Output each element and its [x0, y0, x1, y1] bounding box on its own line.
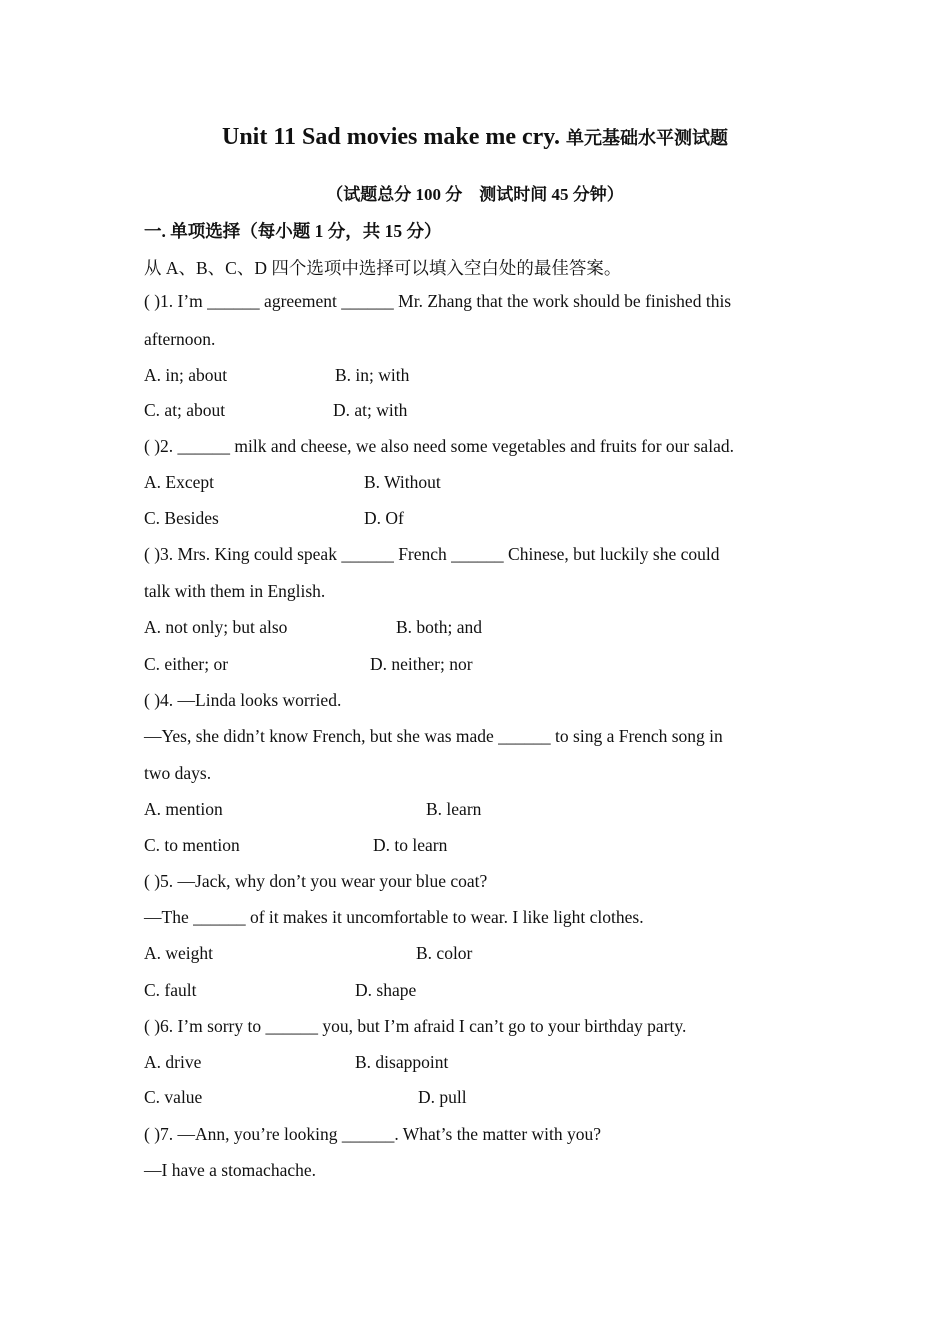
title-chinese: 单元基础水平测试题: [565, 128, 728, 148]
question-5-option-c: C. fault: [144, 980, 197, 1000]
question-7-stem: ( )7. —Ann, you’re looking ______. What’s the matter with you?: [144, 1124, 602, 1144]
question-3-option-d: D. neither; nor: [370, 654, 473, 674]
title-english: Unit 11 Sad movies make me cry.: [222, 124, 560, 150]
page-title: [0, 124, 950, 151]
question-1-stem: ( )1. I’m ______ agreement ______ Mr. Zhang that the work should be finished this: [144, 291, 732, 311]
question-1-stem-cont: afternoon.: [144, 329, 216, 349]
question-5-stem: ( )5. —Jack, why don’t you wear your blue coat?: [144, 871, 488, 891]
question-5-option-d: D. shape: [355, 980, 417, 1000]
question-4-option-a: A. mention: [144, 799, 223, 819]
section-heading: 一. 单项选择（每小题 1 分，共 15 分）: [144, 221, 442, 241]
question-5-option-b: B. color: [416, 943, 473, 963]
question-6-option-d: D. pull: [418, 1087, 467, 1107]
question-2-option-d: D. Of: [364, 508, 404, 528]
question-6-option-a: A. drive: [144, 1052, 202, 1072]
question-5-stem-cont: —The ______ of it makes it uncomfortable to wear. I like light clothes.: [144, 907, 644, 927]
question-7-stem-cont: —I have a stomachache.: [144, 1160, 317, 1180]
question-3-stem: ( )3. Mrs. King could speak ______ French ______ Chinese, but luckily she could: [144, 544, 720, 564]
question-1-option-a: A. in; about: [144, 365, 228, 385]
question-2-option-c: C. Besides: [144, 508, 219, 528]
question-4-stem: ( )4. —Linda looks worried.: [144, 690, 342, 710]
question-1-option-c: C. at; about: [144, 400, 226, 420]
question-3-option-c: C. either; or: [144, 654, 229, 674]
question-5-option-a: A. weight: [144, 943, 214, 963]
question-2-stem: ( )2. ______ milk and cheese, we also need some vegetables and fruits for our salad.: [144, 436, 734, 456]
question-3-option-a: A. not only; but also: [144, 617, 288, 637]
question-1-option-b: B. in; with: [335, 365, 410, 385]
question-6-option-b: B. disappoint: [355, 1052, 449, 1072]
question-4-stem-cont-2: two days.: [144, 763, 212, 783]
question-2-option-a: A. Except: [144, 472, 214, 492]
question-4-option-d: D. to learn: [373, 835, 448, 855]
section-instruction: 从 A、B、C、D 四个选项中选择可以填入空白处的最佳答案。: [144, 258, 622, 278]
question-4-option-c: C. to mention: [144, 835, 240, 855]
question-3-option-b: B. both; and: [396, 617, 483, 637]
question-1-option-d: D. at; with: [333, 400, 408, 420]
question-6-stem: ( )6. I’m sorry to ______ you, but I’m afraid I can’t go to your birthday party.: [144, 1016, 687, 1036]
question-6-option-c: C. value: [144, 1087, 203, 1107]
question-2-option-b: B. Without: [364, 472, 441, 492]
question-3-stem-cont: talk with them in English.: [144, 581, 326, 601]
question-4-stem-cont: —Yes, she didn’t know French, but she was made ______ to sing a French song in: [144, 726, 723, 746]
question-4-option-b: B. learn: [426, 799, 482, 819]
exam-info: （试题总分 100 分 测试时间 45 分钟）: [326, 185, 624, 204]
